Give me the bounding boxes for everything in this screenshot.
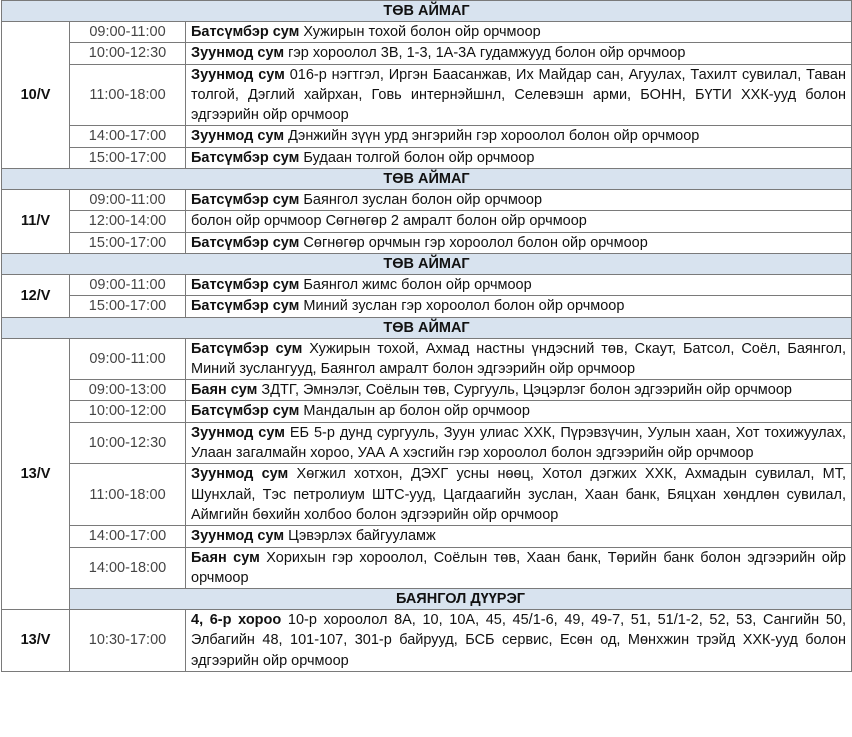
- time-range-cell: 11:00-18:00: [70, 464, 186, 526]
- time-range-cell: 09:00-13:00: [70, 380, 186, 401]
- area-name: Батсүмбэр сум: [191, 24, 300, 40]
- area-name: Батсүмбэр сум: [191, 340, 303, 357]
- location-description-cell: [186, 126, 852, 147]
- time-range-cell: 15:00-17:00: [70, 147, 186, 168]
- time-range-cell: 14:00-17:00: [70, 526, 186, 547]
- schedule-row: [2, 232, 852, 253]
- location-details: гэр хороолол 3В, 1-3, 1А-3А гудамжууд болон ойр орчмоор: [284, 45, 686, 62]
- date-cell: 12/V: [2, 274, 70, 317]
- time-range-cell: 15:00-17:00: [70, 296, 186, 317]
- location-description-cell: [186, 526, 852, 547]
- time-range-cell: 09:00-11:00: [70, 22, 186, 43]
- schedule-body: [2, 1, 852, 672]
- schedule-row: [2, 610, 852, 672]
- location-description-cell: [186, 547, 852, 589]
- location-details: ЗДТГ, Эмнэлэг, Соёлын төв, Сургууль, Цэцэрлэг болон эдгээрийн ойр орчмоор: [257, 382, 792, 399]
- location-details: Дэнжийн зүүн урд энгэрийн гэр хороолол болон ойр орчмоор: [284, 128, 700, 145]
- region-header-row: [2, 589, 852, 610]
- location-description-cell: [186, 610, 852, 672]
- area-name: 4, 6-р хороо: [191, 612, 282, 629]
- location-description-cell: [186, 380, 852, 401]
- area-name: Батсүмбэр сум: [191, 149, 300, 166]
- area-name: Зуунмод сум: [191, 424, 285, 441]
- schedule-row: [2, 380, 852, 401]
- area-name: Батсүмбэр сум: [191, 234, 300, 251]
- schedule-row: [2, 464, 852, 526]
- area-name: Зуунмод сум: [191, 66, 285, 83]
- location-details: Баянгол зуслан болон ойр орчмоор: [299, 192, 543, 209]
- location-details: Хөгжил хотхон, ДЭХГ усны нөөц, Хотол дэгжих ХХК, Ахмадын сувилал, МТ, Шунхлай, Тэс петролиум ШТС-ууд, Цагдаагийн зуслан, Хаан банк, Бяцхан хөндлөн сувилал, Аймгийн бөхийн холбоо болон эдгээрийн ойр орчмоор: [191, 466, 846, 523]
- schedule-row: [2, 547, 852, 589]
- region-name: ТӨВ АЙМАГ: [2, 1, 852, 22]
- location-details: Цэвэрлэх байгууламж: [284, 528, 436, 545]
- area-name: Зуунмод сум: [191, 528, 285, 545]
- location-details: Мандалын ар болон ойр орчмоор: [299, 403, 530, 420]
- location-details: Будаан толгой болон ойр орчмоор: [299, 149, 535, 166]
- time-range-cell: 10:00-12:30: [70, 422, 186, 464]
- location-description-cell: [186, 22, 852, 43]
- location-description-cell: [186, 422, 852, 464]
- schedule-table: [1, 0, 852, 672]
- location-description-cell: [186, 464, 852, 526]
- schedule-row: [2, 22, 852, 43]
- time-range-cell: 09:00-11:00: [70, 190, 186, 211]
- location-description-cell: [186, 190, 852, 211]
- schedule-row: [2, 147, 852, 168]
- area-name: Баян сум: [191, 382, 258, 399]
- date-cell: 11/V: [2, 190, 70, 254]
- date-cell: 13/V: [2, 610, 70, 672]
- location-description-cell: [186, 401, 852, 422]
- time-range-cell: 14:00-18:00: [70, 547, 186, 589]
- region-header-row: [2, 169, 852, 190]
- schedule-row: [2, 526, 852, 547]
- location-details: Хорихын гэр хороолол, Соёлын төв, Хаан банк, Төрийн банк болон эдгээрийн ойр орчмоор: [191, 549, 846, 586]
- region-name: ТӨВ АЙМАГ: [2, 317, 852, 338]
- time-range-cell: 10:00-12:30: [70, 43, 186, 64]
- time-range-cell: 12:00-14:00: [70, 211, 186, 232]
- schedule-row: [2, 43, 852, 64]
- time-range-cell: 09:00-11:00: [70, 274, 186, 295]
- area-name: Зуунмод сум: [191, 128, 285, 145]
- location-description-cell: [186, 296, 852, 317]
- region-name: ТӨВ АЙМАГ: [2, 169, 852, 190]
- schedule-row: [2, 274, 852, 295]
- location-description-cell: [186, 232, 852, 253]
- time-range-cell: 10:00-12:00: [70, 401, 186, 422]
- area-name: Зуунмод сум: [191, 466, 289, 483]
- schedule-row: [2, 401, 852, 422]
- schedule-row: [2, 338, 852, 380]
- location-details: 10-р хороолол 8А, 10, 10А, 45, 45/1-6, 49, 49-7, 51, 51/1-2, 52, 53, Сангийн 50, Элбагийн 48, 101-107, 301-р байрууд, БСБ сервис, Есөн од, Мөнхжин трэйд ХХК-ууд болон эдгээрийн ойр орчмоор: [191, 612, 846, 669]
- schedule-row: [2, 190, 852, 211]
- area-name: Зуунмод сум: [191, 45, 285, 62]
- area-name: Батсүмбэр сум: [191, 298, 300, 315]
- schedule-row: [2, 422, 852, 464]
- time-range-cell: 10:30-17:00: [70, 610, 186, 672]
- region-header-row: [2, 253, 852, 274]
- area-name: Батсүмбэр сум: [191, 403, 300, 420]
- schedule-row: [2, 296, 852, 317]
- location-details: Баянгол жимс болон ойр орчмоор: [299, 276, 532, 293]
- date-cell: 13/V: [2, 338, 70, 610]
- location-description-cell: [186, 147, 852, 168]
- location-description-cell: [186, 338, 852, 380]
- location-details: ЕБ 5-р дунд сургууль, Зуун улиас ХХК, Пүрэвзүчин, Уулын хаан, Хот тохижуулах, Улаан загалмайн хороо, УАА А хэсгийн гэр хороолол болон эдгээрийн ойр орчмоор: [191, 424, 846, 462]
- area-name: Батсүмбэр сум: [191, 276, 300, 293]
- schedule-row: [2, 64, 852, 126]
- location-description-cell: [186, 64, 852, 126]
- region-name: ТӨВ АЙМАГ: [2, 253, 852, 274]
- area-name: Баян сум: [191, 549, 260, 566]
- location-details: Сөгнөгөр орчмын гэр хороолол болон ойр орчмоор: [299, 234, 648, 251]
- schedule-row: [2, 211, 852, 232]
- location-details: Миний зуслан гэр хороолол болон ойр орчмоор: [299, 298, 625, 315]
- time-range-cell: 14:00-17:00: [70, 126, 186, 147]
- date-cell: 10/V: [2, 22, 70, 169]
- location-description-cell: [186, 211, 852, 232]
- region-name: БАЯНГОЛ ДҮҮРЭГ: [70, 589, 852, 610]
- region-header-row: [2, 317, 852, 338]
- time-range-cell: 11:00-18:00: [70, 64, 186, 126]
- location-details: Хужирын тохой болон ойр орчмоор: [299, 24, 541, 40]
- location-details: болон ойр орчмоор Сөгнөгөр 2 амралт болон ойр орчмоор: [191, 213, 587, 230]
- time-range-cell: 15:00-17:00: [70, 232, 186, 253]
- location-description-cell: [186, 274, 852, 295]
- location-details: 016-р нэгтгэл, Иргэн Баасанжав, Их Майдар сан, Агуулах, Тахилт сувилал, Таван толгой, Дэглий хайрхан, Говь интернэйшнл, Селевэшн арми, БОНН, БҮТИ ХХК-ууд болон эдгээрийн ойр орчмоор: [191, 66, 846, 124]
- region-header-row: [2, 1, 852, 22]
- time-range-cell: 09:00-11:00: [70, 338, 186, 380]
- area-name: Батсүмбэр сум: [191, 192, 300, 209]
- location-description-cell: [186, 43, 852, 64]
- location-details: Хужирын тохой, Ахмад настны үндэсний төв, Скаут, Батсол, Соёл, Баянгол, Миний зуслангууд, Баянгол амралт болон эдгээрийн ойр орчмоор: [191, 340, 846, 377]
- schedule-row: [2, 126, 852, 147]
